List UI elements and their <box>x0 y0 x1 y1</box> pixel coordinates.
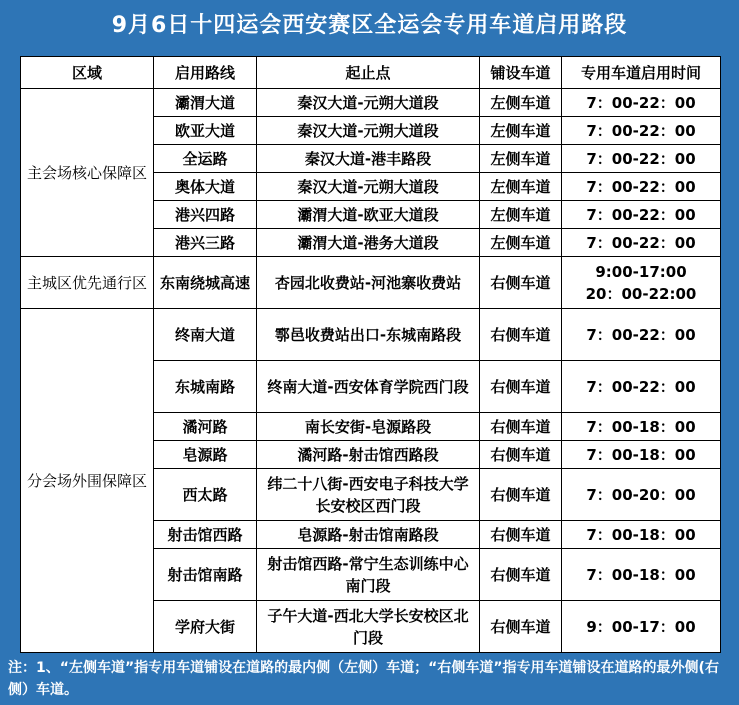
span-cell: 射击馆西路-常宁生态训练中心南门段 <box>257 549 480 601</box>
time-cell <box>562 469 721 521</box>
lane-cell: 左侧车道 <box>480 229 562 257</box>
route-cell: 潏河路 <box>154 413 257 441</box>
span-cell: 秦汉大道-元朔大道段 <box>257 117 480 145</box>
table-body <box>21 89 721 653</box>
header-zone: 区域 <box>21 57 154 89</box>
route-cell: 射击馆南路 <box>154 549 257 601</box>
span-cell: 秦汉大道-元朔大道段 <box>257 89 480 117</box>
page-title: 9月6日十四运会西安赛区全运会专用车道启用路段 <box>111 12 628 38</box>
time-cell <box>562 117 721 145</box>
lane-cell: 左侧车道 <box>480 201 562 229</box>
table-header-row <box>21 57 721 89</box>
time-text: 7：00-18：00 <box>586 417 696 436</box>
time-text: 9:00-17:00 <box>595 262 687 281</box>
time-cell <box>562 441 721 469</box>
lane-cell: 右侧车道 <box>480 549 562 601</box>
time-text: 7：00-22：00 <box>586 377 696 396</box>
route-cell: 港兴三路 <box>154 229 257 257</box>
time-text: 7：00-22：00 <box>586 121 696 140</box>
lane-cell: 左侧车道 <box>480 89 562 117</box>
zone-cell: 主城区优先通行区 <box>21 257 154 309</box>
table-row <box>21 309 721 361</box>
route-cell: 射击馆西路 <box>154 521 257 549</box>
time-text: 7：00-18：00 <box>586 445 696 464</box>
span-cell: 秦汉大道-元朔大道段 <box>257 173 480 201</box>
time-cell <box>562 257 721 309</box>
time-text: 7：00-22：00 <box>586 149 696 168</box>
time-cell <box>562 521 721 549</box>
time-text: 7：00-22：00 <box>586 205 696 224</box>
time-cell <box>562 201 721 229</box>
table-row <box>21 257 721 309</box>
time-cell <box>562 361 721 413</box>
route-cell: 灞渭大道 <box>154 89 257 117</box>
span-cell: 秦汉大道-港丰路段 <box>257 145 480 173</box>
lane-cell: 右侧车道 <box>480 469 562 521</box>
lane-cell: 右侧车道 <box>480 441 562 469</box>
route-cell: 东南绕城高速 <box>154 257 257 309</box>
lane-cell: 右侧车道 <box>480 361 562 413</box>
time-text: 7：00-22：00 <box>586 93 696 112</box>
span-cell: 皂源路-射击馆南路段 <box>257 521 480 549</box>
route-cell: 学府大街 <box>154 601 257 653</box>
route-cell: 东城南路 <box>154 361 257 413</box>
footnote: 注：1、“左侧车道”指专用车道铺设在道路的最内侧（左侧）车道；“右侧车道”指专用车道铺设在道路的最外侧(右侧）车道。 <box>8 660 719 698</box>
lane-cell: 右侧车道 <box>480 521 562 549</box>
time-cell <box>562 413 721 441</box>
route-cell: 皂源路 <box>154 441 257 469</box>
time-text: 7：00-22：00 <box>586 233 696 252</box>
span-cell: 南长安街-皂源路段 <box>257 413 480 441</box>
span-cell: 杏园北收费站-河池寨收费站 <box>257 257 480 309</box>
lane-cell: 左侧车道 <box>480 173 562 201</box>
lane-table-container <box>20 56 720 653</box>
span-cell: 终南大道-西安体育学院西门段 <box>257 361 480 413</box>
header-route: 启用路线 <box>154 57 257 89</box>
header-lane: 铺设车道 <box>480 57 562 89</box>
time-cell <box>562 89 721 117</box>
table-row <box>21 89 721 117</box>
header-time: 专用车道启用时间 <box>562 57 721 89</box>
span-cell: 鄠邑收费站出口-东城南路段 <box>257 309 480 361</box>
lane-cell: 右侧车道 <box>480 601 562 653</box>
time-text: 9：00-17：00 <box>586 617 696 636</box>
time-cell <box>562 601 721 653</box>
lane-cell: 左侧车道 <box>480 145 562 173</box>
route-cell: 港兴四路 <box>154 201 257 229</box>
time-cell <box>562 549 721 601</box>
time-cell <box>562 173 721 201</box>
time-text: 7：00-18：00 <box>586 565 696 584</box>
header-span: 起止点 <box>257 57 480 89</box>
span-cell: 潏河路-射击馆西路段 <box>257 441 480 469</box>
span-cell: 灞渭大道-欧亚大道段 <box>257 201 480 229</box>
lane-table <box>20 56 721 653</box>
time-text: 7：00-18：00 <box>586 525 696 544</box>
route-cell: 终南大道 <box>154 309 257 361</box>
span-cell: 灞渭大道-港务大道段 <box>257 229 480 257</box>
route-cell: 奥体大道 <box>154 173 257 201</box>
time-cell <box>562 309 721 361</box>
time-text: 7：00-22：00 <box>586 325 696 344</box>
lane-cell: 右侧车道 <box>480 413 562 441</box>
route-cell: 全运路 <box>154 145 257 173</box>
span-cell: 纬二十八街-西安电子科技大学长安校区西门段 <box>257 469 480 521</box>
zone-cell: 分会场外围保障区 <box>21 309 154 653</box>
span-cell: 子午大道-西北大学长安校区北门段 <box>257 601 480 653</box>
lane-cell: 左侧车道 <box>480 117 562 145</box>
time-text-secondary: 20：00-22:00 <box>585 284 697 303</box>
lane-cell: 右侧车道 <box>480 309 562 361</box>
zone-cell: 主会场核心保障区 <box>21 89 154 257</box>
time-text: 7：00-20：00 <box>586 485 696 504</box>
route-cell: 西太路 <box>154 469 257 521</box>
time-text: 7：00-22：00 <box>586 177 696 196</box>
lane-cell: 右侧车道 <box>480 257 562 309</box>
time-cell <box>562 145 721 173</box>
route-cell: 欧亚大道 <box>154 117 257 145</box>
time-cell <box>562 229 721 257</box>
